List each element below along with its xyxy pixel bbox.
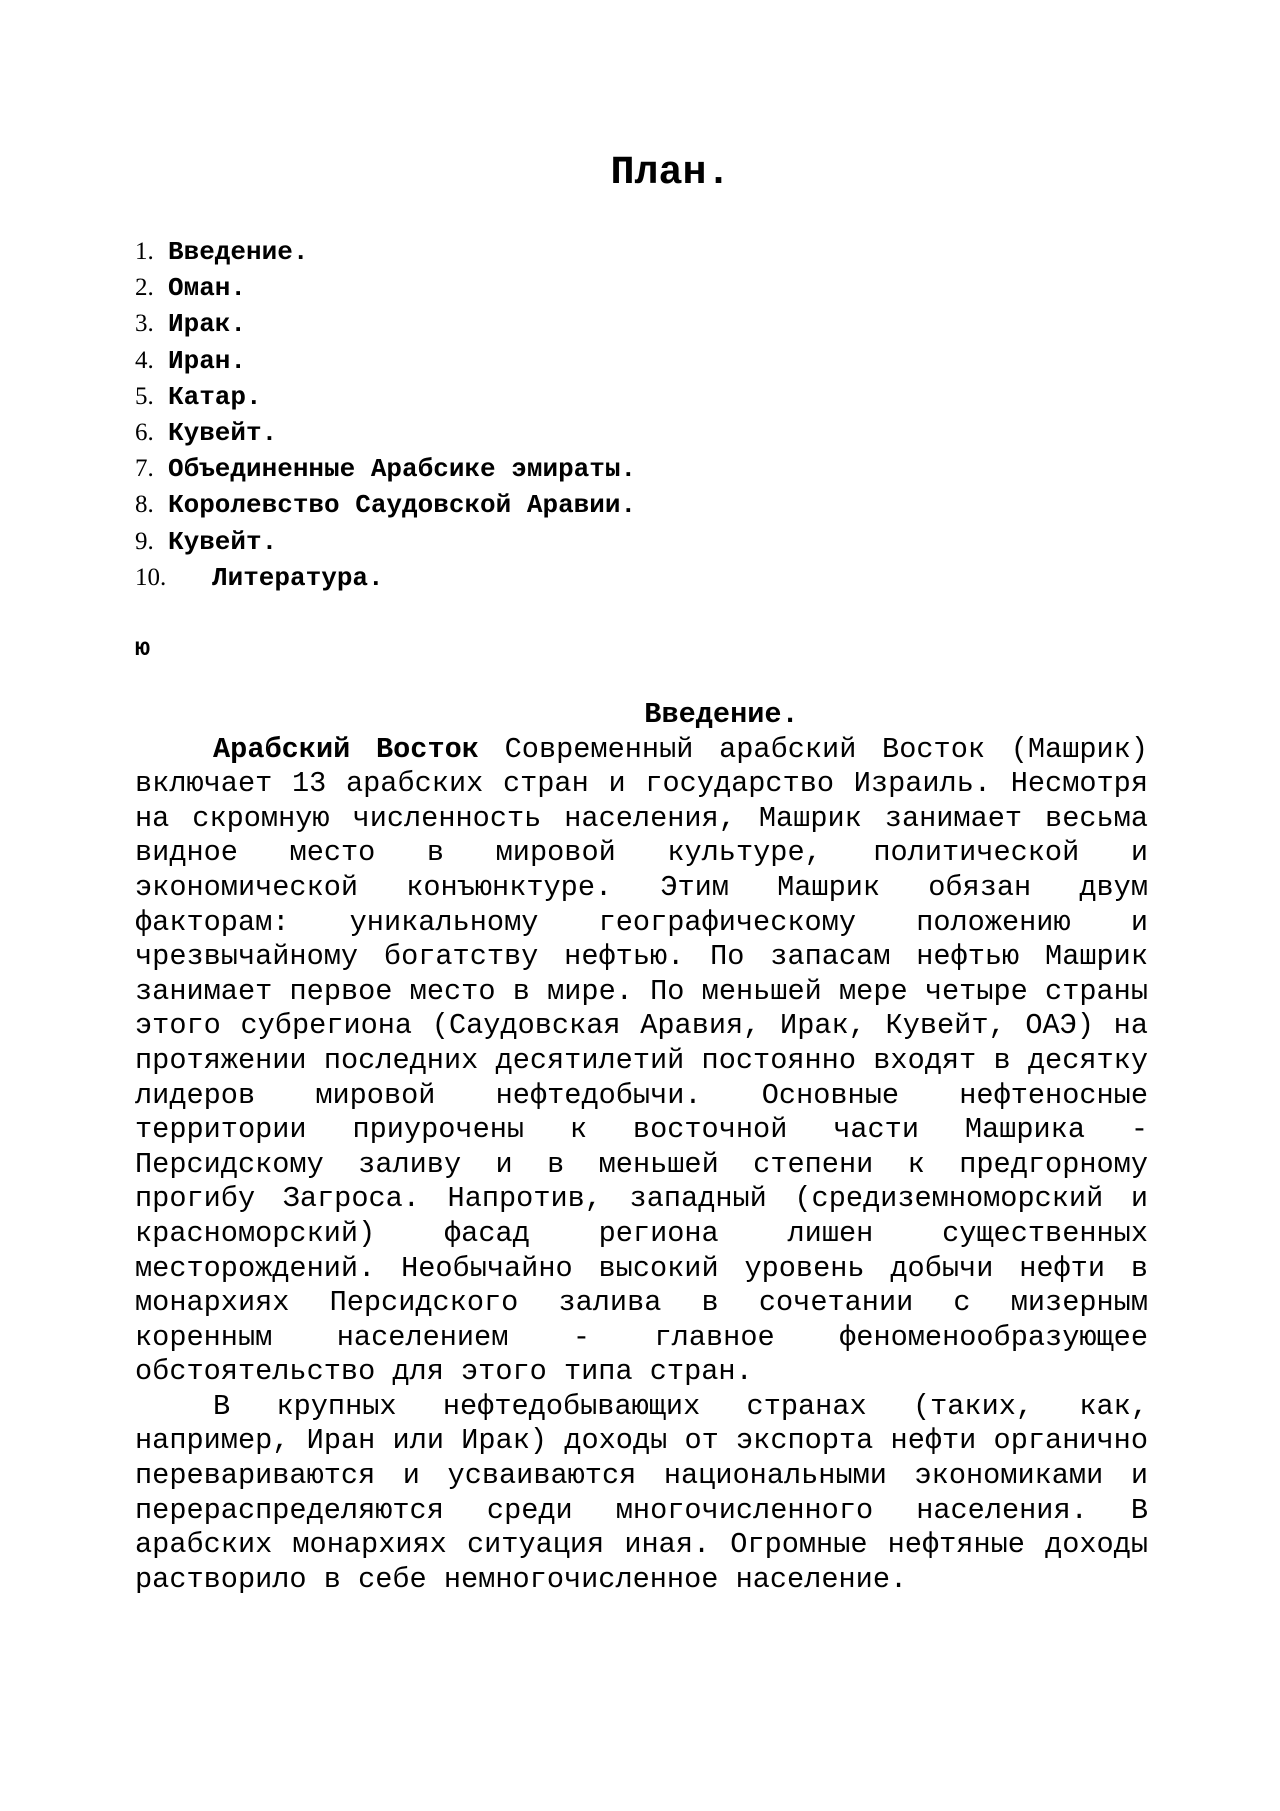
plan-item-number: 5.	[135, 382, 154, 410]
plan-item-label: Катар.	[168, 381, 262, 412]
plan-item-number: 4.	[135, 346, 154, 374]
plan-item-label: Объединенные Арабсике эмираты.	[168, 454, 637, 485]
plan-item	[135, 379, 636, 415]
plan-item-label: Введение.	[168, 237, 309, 267]
plan-item	[135, 343, 636, 379]
plan-item-number: 2.	[135, 274, 154, 302]
plan-item	[135, 524, 636, 560]
plan-item-number: 10.	[135, 563, 167, 591]
plan-item-number: 9.	[135, 527, 154, 555]
plan-item-label: Королевство Саудовской Аравии.	[168, 490, 637, 521]
plan-item	[135, 487, 636, 523]
plan-item-number: 8.	[135, 491, 154, 519]
plan-item	[135, 415, 636, 451]
plan-item	[135, 306, 636, 342]
plan-list	[135, 234, 636, 596]
paragraph-body: Современный арабский Восток (Машрик) включает 13 арабских стран и государство Израиль. Несмотря на скромную численность населения, Машрик занимает весьма видное место в мировой культуре, политической и экономической конъюнктуре. Этим Машрик обязан двум факторам: уникальному географическому положению и чрезвычайному богатству нефтью. По запасам нефтью Машрик занимает первое место в мире. По меньшей мере четыре страны этого субрегиона (Саудовская Аравия, Ирак, Кувейт, ОАЭ) на протяжении последних десятилетий постоянно входят в десятку лидеров мировой нефтедобычи. Основные нефтеносные территории приурочены к восточной части Машрика - Персидскому заливу и в меньшей степени к предгорному прогибу Загроса. Напротив, западный (средиземноморский и красноморский) фасад региона лишен существенных месторождений. Необычайно высокий уровень добычи нефти в монархиях Персидского залива в сочетании с мизерным коренным населением - главное феноменообразующее обстоятельство для этого типа стран.	[135, 732, 1148, 1389]
plan-item-label: Иран.	[168, 345, 247, 376]
page-title: План.	[610, 151, 731, 196]
plan-item	[135, 270, 636, 306]
plan-item-label: Кувейт.	[168, 417, 278, 448]
paragraph-lead: Арабский Восток	[213, 732, 479, 766]
plan-item-number: 7.	[135, 455, 154, 483]
plan-item	[135, 560, 636, 596]
plan-item-label: Литература.	[212, 562, 384, 593]
plan-item-label: Оман.	[168, 273, 247, 304]
stray-character: ю	[135, 634, 151, 663]
plan-item-number: 6.	[135, 418, 154, 446]
plan-item-label: Ирак.	[168, 309, 247, 340]
plan-item-number: 3.	[135, 310, 154, 338]
intro-section	[135, 698, 1148, 1597]
intro-paragraph-2: В крупных нефтедобывающих странах (таких, как, например, Иран или Ирак) доходы от экспорта нефти органично перевариваются и усваиваются национальными экономиками и перераспределяются среди многочисленного населения. В арабских монархиях ситуация иная. Огромные нефтяные доходы растворило в себе немногочисленное население.	[135, 1389, 1148, 1596]
intro-paragraph-1	[135, 733, 1148, 1390]
plan-item	[135, 451, 636, 487]
section-heading: Введение.	[644, 698, 799, 731]
plan-item-label: Кувейт.	[168, 526, 278, 557]
plan-item	[135, 234, 636, 270]
plan-item-number: 1.	[135, 238, 154, 265]
